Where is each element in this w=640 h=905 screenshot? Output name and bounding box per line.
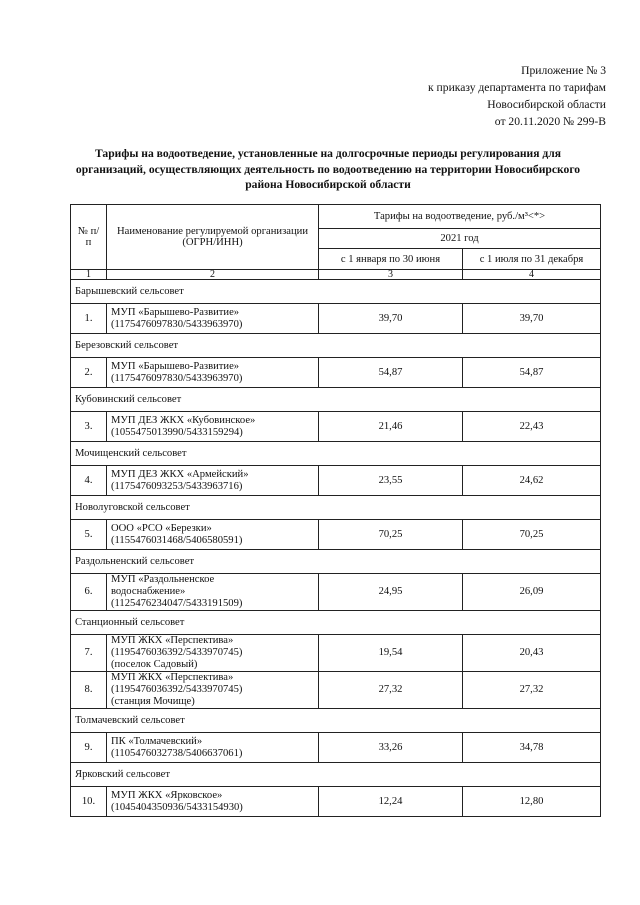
row-number: 7. [71,635,107,672]
tariff-second-half: 39,70 [463,304,601,334]
row-number: 10. [71,787,107,817]
tariff-second-half: 12,80 [463,787,601,817]
section-row [71,709,601,733]
section-row [71,550,601,574]
tariff-first-half: 21,46 [319,412,463,442]
tariff-second-half: 70,25 [463,520,601,550]
organization-line: (1175476097830/5433963970) [111,318,243,330]
section-row [71,611,601,635]
organization-line: (1175476093253/5433963716) [111,480,243,492]
tariff-table-body [71,205,601,817]
appendix-block [306,62,606,130]
tariff-first-half: 33,26 [319,733,463,763]
tariff-second-half: 27,32 [463,672,601,709]
organization-line: водоснабжение» [111,586,186,597]
header-second-half: с 1 июля по 31 декабря [463,249,601,270]
organization-cell [107,466,319,496]
header-number-text: № п/п [77,226,100,248]
organization-line: МУП ДЕЗ ЖКХ «Кубовинское» [111,414,256,426]
table-row [71,635,601,672]
section-name: Раздольненский сельсовет [71,550,601,574]
organization-line: (поселок Садовый) [111,659,198,670]
header-number [71,205,107,270]
organization-line: МУП «Барышево-Развитие» [111,306,240,318]
organization-line: МУП «Раздольненское [111,574,215,585]
organization-cell [107,304,319,334]
organization-cell [107,412,319,442]
tariff-second-half: 24,62 [463,466,601,496]
organization-cell [107,635,319,672]
tariff-first-half: 19,54 [319,635,463,672]
tariff-second-half: 22,43 [463,412,601,442]
section-row [71,763,601,787]
section-name: Березовский сельсовет [71,334,601,358]
tariff-first-half: 23,55 [319,466,463,496]
header-org-line: (ОГРН/ИНН) [182,237,243,248]
organization-line: (1055475013990/5433159294) [111,426,243,438]
organization-cell [107,358,319,388]
organization-cell [107,520,319,550]
row-number: 5. [71,520,107,550]
appendix-line: от 20.11.2020 № 299-В [494,115,606,128]
tariff-second-half: 54,87 [463,358,601,388]
header-organization [107,205,319,270]
section-name: Ярковский сельсовет [71,763,601,787]
section-name: Станционный сельсовет [71,611,601,635]
table-row [71,304,601,334]
organization-line: МУП «Барышево-Развитие» [111,360,240,372]
organization-line: ООО «РСО «Березки» [111,522,212,534]
section-name: Новолуговской сельсовет [71,496,601,520]
tariff-second-half: 34,78 [463,733,601,763]
row-number: 9. [71,733,107,763]
table-row [71,672,601,709]
row-number: 4. [71,466,107,496]
header-tariffs: Тарифы на водоотведение, руб./м³<*> [319,205,601,229]
appendix-line: Новосибирской области [487,98,606,111]
section-name: Кубовинский сельсовет [71,388,601,412]
column-number: 4 [463,270,601,280]
tariff-second-half: 26,09 [463,574,601,611]
organization-cell [107,733,319,763]
appendix-line: Приложение № 3 [521,64,606,77]
organization-line: МУП ЖКХ «Перспектива» [111,672,234,683]
table-row [71,520,601,550]
organization-line: (1105476032738/5406637061) [111,747,243,759]
document-title: Тарифы на водоотведение, установленные на долгосрочные периоды регулирования для организаций, осуществляющих деятельность по водоотведению на территории Новосибирского района Новосибирской области [75,147,581,191]
tariff-first-half: 27,32 [319,672,463,709]
tariff-first-half: 54,87 [319,358,463,388]
tariff-second-half: 20,43 [463,635,601,672]
section-row [71,334,601,358]
row-number: 8. [71,672,107,709]
row-number: 1. [71,304,107,334]
organization-line: (1125476234047/5433191509) [111,598,243,609]
organization-line: МУП ЖКХ «Ярковское» [111,789,223,801]
tariff-first-half: 24,95 [319,574,463,611]
row-number: 3. [71,412,107,442]
header-year: 2021 год [319,229,601,249]
row-number: 6. [71,574,107,611]
organization-line: (1155476031468/5406580591) [111,534,243,546]
tariff-first-half: 12,24 [319,787,463,817]
column-number: 2 [107,270,319,280]
organization-cell [107,787,319,817]
table-row [71,733,601,763]
section-row [71,280,601,304]
organization-line: ПК «Толмачевский» [111,735,203,747]
organization-line: (1175476097830/5433963970) [111,372,243,384]
row-number: 2. [71,358,107,388]
tariff-table [70,204,601,817]
section-row [71,442,601,466]
organization-line: (1195476036392/5433970745) [111,647,243,658]
header-first-half: с 1 января по 30 июня [319,249,463,270]
column-number: 3 [319,270,463,280]
organization-line: МУП ЖКХ «Перспектива» [111,635,234,646]
table-row [71,574,601,611]
table-row [71,466,601,496]
organization-line: МУП ДЕЗ ЖКХ «Армейский» [111,468,249,480]
table-row [71,787,601,817]
tariff-first-half: 39,70 [319,304,463,334]
organization-cell [107,672,319,709]
section-name: Барышевский сельсовет [71,280,601,304]
section-name: Мочищенский сельсовет [71,442,601,466]
organization-line: (1045404350936/5433154930) [111,801,243,813]
section-row [71,496,601,520]
header-org-line: Наименование регулируемой организации [117,226,308,237]
tariff-first-half: 70,25 [319,520,463,550]
table-row [71,412,601,442]
appendix-line: к приказу департамента по тарифам [428,81,606,94]
table-row [71,358,601,388]
column-number: 1 [71,270,107,280]
organization-line: (станция Мочище) [111,696,195,707]
organization-cell [107,574,319,611]
section-row [71,388,601,412]
organization-line: (1195476036392/5433970745) [111,684,243,695]
section-name: Толмачевский сельсовет [71,709,601,733]
